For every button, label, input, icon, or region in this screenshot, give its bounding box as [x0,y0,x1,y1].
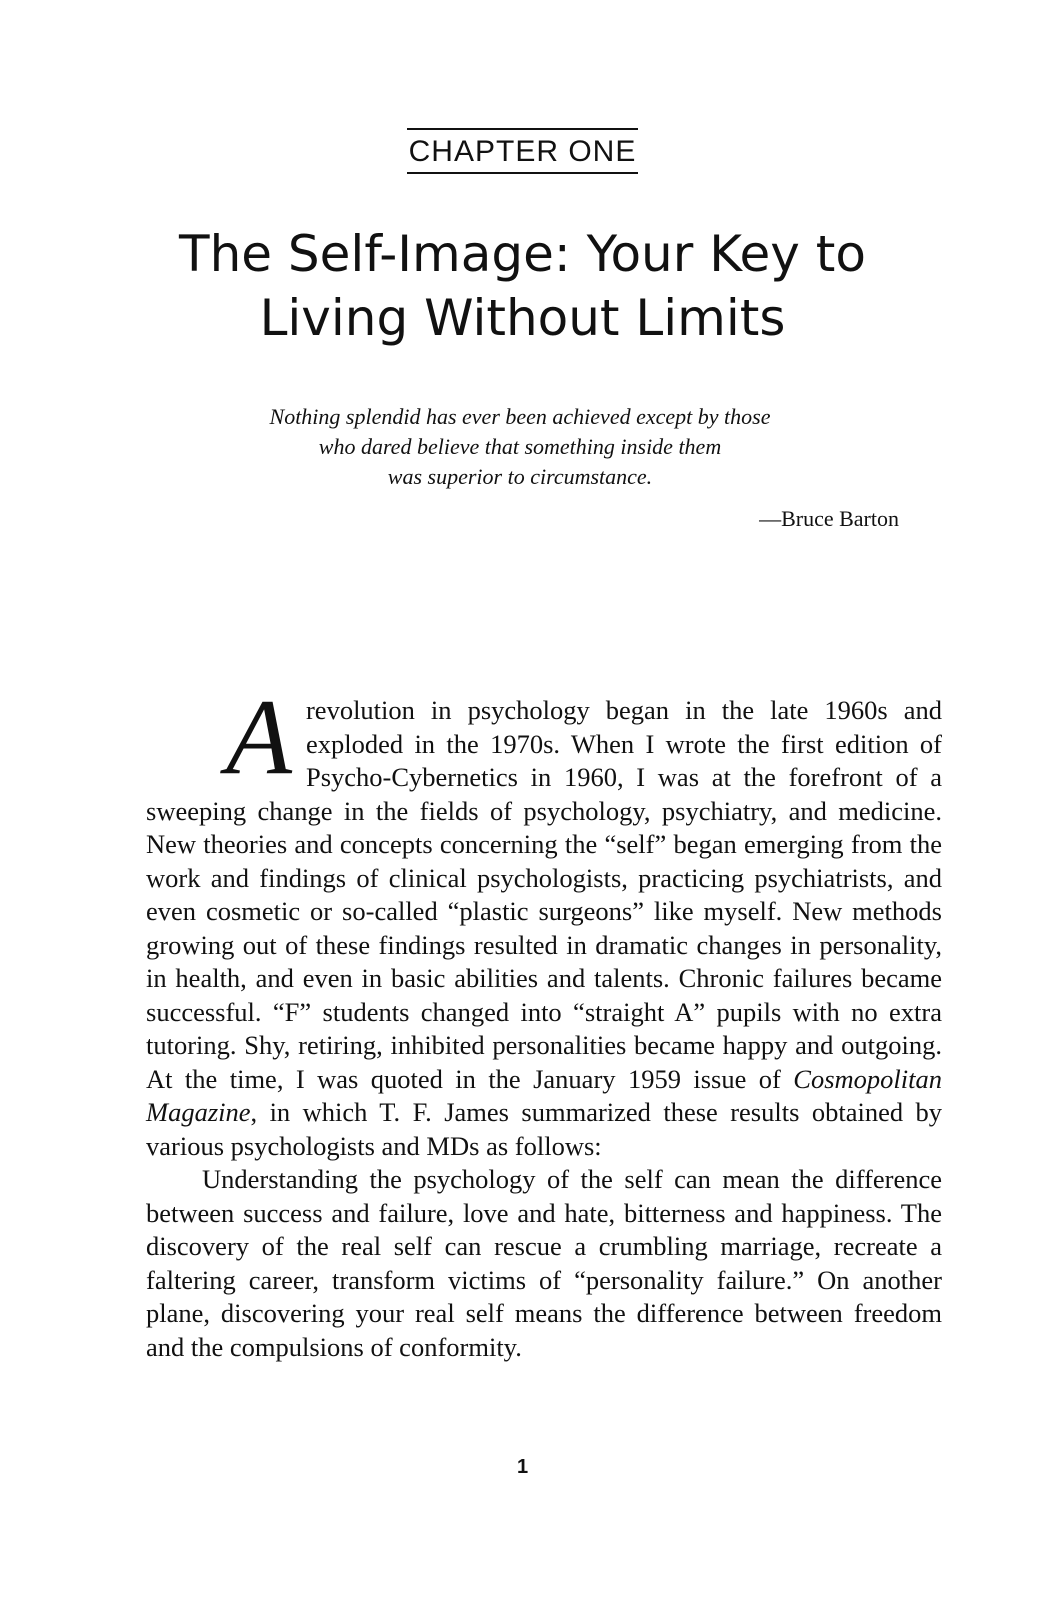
paragraph-1 [146,678,942,1163]
chapter-label [0,128,1045,174]
paragraph-1-text-a: revolution in psychology began in the late 1960s and exploded in the 1970s. When I wrote the first edition of Psycho-Cybernetics in 1960, I was at the forefront of a sweeping change in the fields of psychology, psychiatry, and medicine. New theories and concepts concerning the “self” began emerging from the work and findings of clinical psychologists, practicing psychiatrists, and even cosmetic or so-called “plastic surgeons” like myself. New methods growing out of these findings resulted in dramatic changes in personality, in health, and even in basic abilities and talents. Chronic failures became successful. “F” students changed into “straight A” pupils with no extra tutoring. Shy, retiring, inhibited personalities became happy and outgoing. At the time, I was quoted in the January 1959 issue of [146,695,942,1094]
body-text [146,678,942,1364]
epigraph-attribution: —Bruce Barton [759,506,899,531]
magazine-title: Cosmopolitan Magazine [146,1063,942,1127]
chapter-title-line-1: The Self-Image: Your Key to [179,225,866,283]
drop-cap: A [226,678,292,797]
epigraph-line-2: who dared believe that something inside them [318,434,722,459]
page-number: 1 [516,1456,529,1478]
chapter-label-text: CHAPTER ONE [407,128,639,174]
chapter-title [0,222,1045,350]
epigraph-quote [150,402,890,492]
epigraph-line-3: was superior to circumstance. [387,464,653,489]
chapter-title-line-2: Living Without Limits [259,289,786,347]
paragraph-1-text-b: , in which T. F. James summarized these results obtained by various psychologists and MDs as follows: [146,1097,942,1161]
paragraph-2: Understanding the psychology of the self can mean the difference between success and failure, love and hate, bitterness and happiness. The discovery of the real self can rescue a crumbling marriage, recreate a faltering career, transform victims of “personality failure.” On another plane, discovering your real self means the difference between freedom and the compulsions of conformity. [146,1164,942,1362]
epigraph-line-1: Nothing splendid has ever been achieved except by those [269,404,771,429]
